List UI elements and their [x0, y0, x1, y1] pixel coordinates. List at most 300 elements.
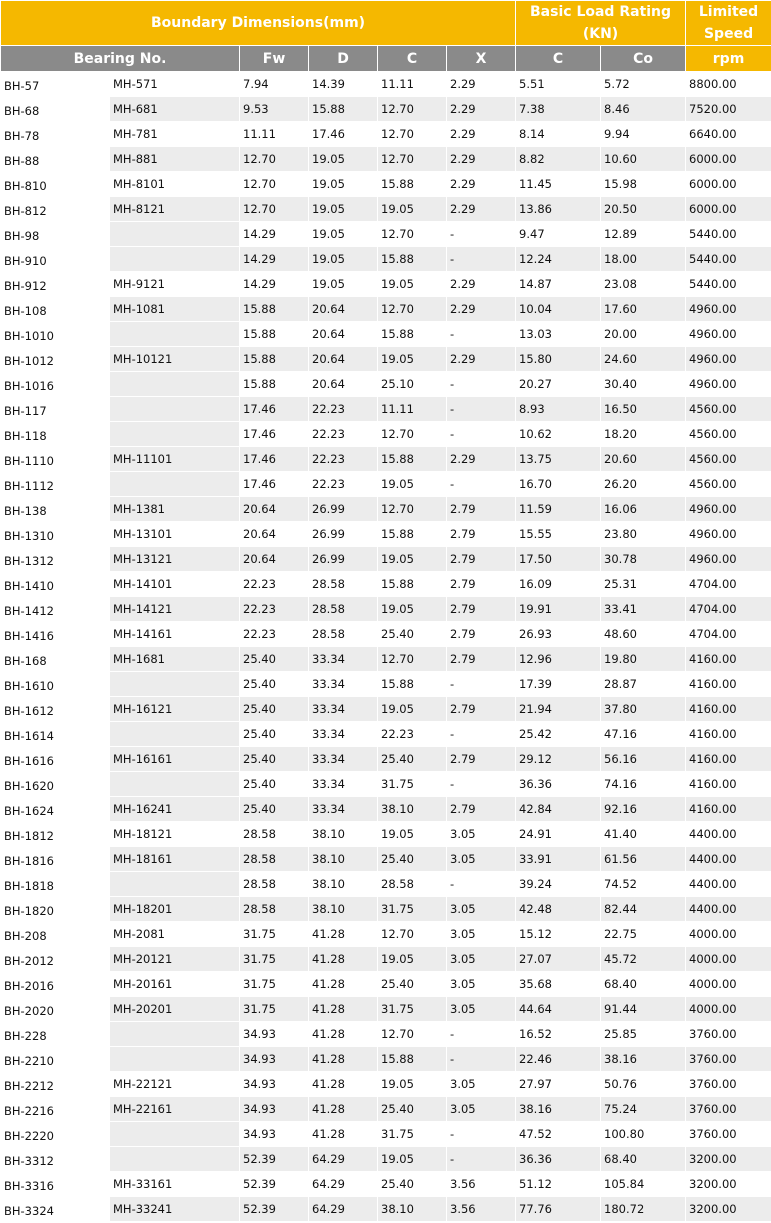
d-cell: 41.28 [309, 947, 378, 972]
x-cell: 3.05 [447, 847, 516, 872]
fw-cell: 25.40 [240, 797, 309, 822]
co-cell: 105.84 [601, 1172, 686, 1197]
table-row [1, 622, 771, 647]
d-cell: 14.39 [309, 72, 378, 97]
rpm-cell: 4704.00 [686, 597, 771, 622]
fw-cell: 34.93 [240, 1047, 309, 1072]
c-cell: 25.40 [378, 622, 447, 647]
x-cell: 3.05 [447, 997, 516, 1022]
fw-cell: 31.75 [240, 947, 309, 972]
c-cell: 15.88 [378, 322, 447, 347]
c-cell: 19.05 [378, 272, 447, 297]
table-row [1, 947, 771, 972]
c-cell: 12.70 [378, 222, 447, 247]
c-cell: 38.10 [378, 797, 447, 822]
bearing-bh-cell: BH-98 [1, 222, 110, 247]
x-cell: 3.05 [447, 897, 516, 922]
rpm-cell: 6000.00 [686, 172, 771, 197]
fw-cell: 34.93 [240, 1097, 309, 1122]
c-cell: 28.58 [378, 872, 447, 897]
co-cell: 74.52 [601, 872, 686, 897]
co-cell: 91.44 [601, 997, 686, 1022]
rpm-cell: 4000.00 [686, 947, 771, 972]
fw-cell: 28.58 [240, 847, 309, 872]
rpm-cell: 7520.00 [686, 97, 771, 122]
d-cell: 22.23 [309, 397, 378, 422]
co-cell: 28.87 [601, 672, 686, 697]
bearing-mh-cell: MH-1381 [110, 497, 240, 522]
fw-cell: 14.29 [240, 222, 309, 247]
x-cell: - [447, 397, 516, 422]
bearing-mh-cell: MH-10121 [110, 347, 240, 372]
fw-cell: 15.88 [240, 372, 309, 397]
bearing-bh-cell: BH-2220 [1, 1122, 110, 1147]
c-load-cell: 25.42 [516, 722, 601, 747]
bearing-bh-cell: BH-1310 [1, 522, 110, 547]
fw-cell: 20.64 [240, 522, 309, 547]
bearing-bh-cell: BH-228 [1, 1022, 110, 1047]
fw-cell: 25.40 [240, 722, 309, 747]
c-cell: 31.75 [378, 1122, 447, 1147]
co-cell: 47.16 [601, 722, 686, 747]
rpm-cell: 4400.00 [686, 822, 771, 847]
fw-cell: 14.29 [240, 247, 309, 272]
c-cell: 25.40 [378, 1097, 447, 1122]
x-cell: 3.56 [447, 1172, 516, 1197]
table-row [1, 672, 771, 697]
table-row [1, 1022, 771, 1047]
d-cell: 22.23 [309, 422, 378, 447]
c-load-cell: 15.12 [516, 922, 601, 947]
bearing-mh-cell: MH-1681 [110, 647, 240, 672]
fw-cell: 11.11 [240, 122, 309, 147]
c-load-cell: 38.16 [516, 1097, 601, 1122]
d-cell: 28.58 [309, 597, 378, 622]
c-cell: 19.05 [378, 197, 447, 222]
d-cell: 19.05 [309, 247, 378, 272]
rpm-cell: 6640.00 [686, 122, 771, 147]
rpm-cell: 4560.00 [686, 422, 771, 447]
header-row-top [1, 1, 771, 46]
bearing-bh-cell: BH-2020 [1, 997, 110, 1022]
c-load-cell: 8.93 [516, 397, 601, 422]
d-cell: 41.28 [309, 972, 378, 997]
rpm-cell: 4160.00 [686, 697, 771, 722]
table-row [1, 697, 771, 722]
co-cell: 15.98 [601, 172, 686, 197]
c-cell: 12.70 [378, 147, 447, 172]
x-cell: 2.79 [447, 522, 516, 547]
bearing-mh-cell [110, 1047, 240, 1072]
c-load-cell: 9.47 [516, 222, 601, 247]
bearing-mh-cell [110, 472, 240, 497]
fw-cell: 28.58 [240, 897, 309, 922]
co-cell: 25.85 [601, 1022, 686, 1047]
bearing-bh-cell: BH-1820 [1, 897, 110, 922]
limited-speed-header: Limited Speed [686, 1, 771, 46]
co-cell: 8.46 [601, 97, 686, 122]
bearing-mh-cell [110, 397, 240, 422]
d-cell: 20.64 [309, 372, 378, 397]
bearing-mh-cell: MH-20121 [110, 947, 240, 972]
bearing-mh-cell: MH-20201 [110, 997, 240, 1022]
table-row [1, 272, 771, 297]
bearing-mh-cell: MH-16241 [110, 797, 240, 822]
bearing-mh-cell [110, 722, 240, 747]
c-cell: 19.05 [378, 947, 447, 972]
c-load-cell: 77.76 [516, 1197, 601, 1222]
d-cell: 20.64 [309, 347, 378, 372]
d-cell: 33.34 [309, 772, 378, 797]
d-cell: 41.28 [309, 1122, 378, 1147]
fw-cell: 20.64 [240, 497, 309, 522]
bearing-bh-cell: BH-208 [1, 922, 110, 947]
rpm-cell: 6000.00 [686, 147, 771, 172]
table-row [1, 1147, 771, 1172]
fw-cell: 25.40 [240, 772, 309, 797]
bearing-mh-cell: MH-22161 [110, 1097, 240, 1122]
x-cell: - [447, 672, 516, 697]
fw-cell: 34.93 [240, 1122, 309, 1147]
c-cell: 31.75 [378, 772, 447, 797]
c-load-cell: 36.36 [516, 772, 601, 797]
fw-cell: 12.70 [240, 197, 309, 222]
x-cell: 2.29 [447, 447, 516, 472]
rpm-cell: 4960.00 [686, 372, 771, 397]
bearing-mh-cell: MH-881 [110, 147, 240, 172]
d-header: D [309, 46, 378, 72]
c-load-cell: 17.39 [516, 672, 601, 697]
bearing-mh-cell [110, 247, 240, 272]
x-cell: 3.05 [447, 822, 516, 847]
fw-cell: 17.46 [240, 472, 309, 497]
bearing-mh-cell: MH-681 [110, 97, 240, 122]
rpm-cell: 4160.00 [686, 797, 771, 822]
co-cell: 16.50 [601, 397, 686, 422]
c-load-cell: 8.14 [516, 122, 601, 147]
c-cell: 12.70 [378, 122, 447, 147]
rpm-cell: 3760.00 [686, 1072, 771, 1097]
fw-cell: 17.46 [240, 422, 309, 447]
x-cell: - [447, 222, 516, 247]
d-cell: 38.10 [309, 847, 378, 872]
bearing-bh-cell: BH-3312 [1, 1147, 110, 1172]
bearing-bh-cell: BH-810 [1, 172, 110, 197]
bearing-bh-cell: BH-2012 [1, 947, 110, 972]
c-load-cell: 7.38 [516, 97, 601, 122]
c-cell: 31.75 [378, 997, 447, 1022]
c-cell: 31.75 [378, 897, 447, 922]
fw-cell: 25.40 [240, 672, 309, 697]
x-cell: 2.79 [447, 797, 516, 822]
rpm-cell: 4960.00 [686, 522, 771, 547]
table-row [1, 472, 771, 497]
c-load-cell: 42.48 [516, 897, 601, 922]
x-cell: 2.79 [447, 697, 516, 722]
rpm-cell: 4400.00 [686, 897, 771, 922]
table-row [1, 497, 771, 522]
rpm-cell: 3200.00 [686, 1147, 771, 1172]
rpm-cell: 3760.00 [686, 1122, 771, 1147]
d-cell: 28.58 [309, 572, 378, 597]
rpm-cell: 5440.00 [686, 247, 771, 272]
x-cell: 2.29 [447, 147, 516, 172]
c-cell: 38.10 [378, 1197, 447, 1222]
table-row [1, 347, 771, 372]
d-cell: 64.29 [309, 1172, 378, 1197]
c-cell: 12.70 [378, 1022, 447, 1047]
c-load-cell: 17.50 [516, 547, 601, 572]
fw-cell: 34.93 [240, 1072, 309, 1097]
co-cell: 56.16 [601, 747, 686, 772]
bearing-bh-cell: BH-1614 [1, 722, 110, 747]
bearing-bh-cell: BH-1616 [1, 747, 110, 772]
c-load-cell: 16.09 [516, 572, 601, 597]
co-cell: 19.80 [601, 647, 686, 672]
co-cell: 100.80 [601, 1122, 686, 1147]
table-row [1, 722, 771, 747]
fw-cell: 52.39 [240, 1147, 309, 1172]
rpm-cell: 3200.00 [686, 1172, 771, 1197]
bearing-bh-cell: BH-3316 [1, 1172, 110, 1197]
x-cell: 3.05 [447, 1097, 516, 1122]
co-cell: 23.80 [601, 522, 686, 547]
x-cell: 2.79 [447, 572, 516, 597]
bearing-mh-cell: MH-2081 [110, 922, 240, 947]
bearing-mh-cell [110, 772, 240, 797]
bearing-bh-cell: BH-2216 [1, 1097, 110, 1122]
d-cell: 41.28 [309, 1097, 378, 1122]
x-cell: 3.05 [447, 972, 516, 997]
bearing-mh-cell [110, 872, 240, 897]
d-cell: 19.05 [309, 272, 378, 297]
d-cell: 28.58 [309, 622, 378, 647]
table-row [1, 847, 771, 872]
co-cell: 45.72 [601, 947, 686, 972]
table-row [1, 147, 771, 172]
rpm-cell: 4960.00 [686, 322, 771, 347]
c-cell: 15.88 [378, 572, 447, 597]
d-cell: 19.05 [309, 222, 378, 247]
fw-cell: 25.40 [240, 747, 309, 772]
c-load-cell: 47.52 [516, 1122, 601, 1147]
c-cell: 19.05 [378, 472, 447, 497]
x-cell: 3.05 [447, 947, 516, 972]
table-row [1, 1097, 771, 1122]
bearing-bh-cell: BH-1412 [1, 597, 110, 622]
bearing-bh-cell: BH-2210 [1, 1047, 110, 1072]
rpm-cell: 3760.00 [686, 1097, 771, 1122]
table-row [1, 122, 771, 147]
c-load-cell: 39.24 [516, 872, 601, 897]
c-load-cell: 21.94 [516, 697, 601, 722]
bearing-mh-cell: MH-1081 [110, 297, 240, 322]
c-cell: 12.70 [378, 97, 447, 122]
table-row [1, 422, 771, 447]
c-cell: 25.40 [378, 1172, 447, 1197]
d-cell: 26.99 [309, 547, 378, 572]
fw-cell: 15.88 [240, 322, 309, 347]
d-cell: 15.88 [309, 97, 378, 122]
rpm-cell: 4960.00 [686, 497, 771, 522]
bearing-bh-cell: BH-1016 [1, 372, 110, 397]
table-row [1, 797, 771, 822]
x-cell: 3.05 [447, 1072, 516, 1097]
bearing-bh-cell: BH-118 [1, 422, 110, 447]
d-cell: 41.28 [309, 1022, 378, 1047]
co-cell: 48.60 [601, 622, 686, 647]
bearing-mh-cell: MH-22121 [110, 1072, 240, 1097]
x-cell: - [447, 322, 516, 347]
d-cell: 26.99 [309, 522, 378, 547]
table-row [1, 72, 771, 97]
fw-cell: 7.94 [240, 72, 309, 97]
x-cell: - [447, 1022, 516, 1047]
rpm-cell: 8800.00 [686, 72, 771, 97]
x-cell: 2.29 [447, 272, 516, 297]
table-row [1, 647, 771, 672]
rpm-cell: 4000.00 [686, 922, 771, 947]
d-cell: 19.05 [309, 197, 378, 222]
d-cell: 41.28 [309, 997, 378, 1022]
bearing-mh-cell: MH-781 [110, 122, 240, 147]
bearing-mh-cell: MH-8121 [110, 197, 240, 222]
rpm-cell: 4160.00 [686, 722, 771, 747]
bearing-bh-cell: BH-812 [1, 197, 110, 222]
c-load-cell: 10.62 [516, 422, 601, 447]
c-load-cell: 13.75 [516, 447, 601, 472]
c-cell: 12.70 [378, 497, 447, 522]
c-load-cell: 27.07 [516, 947, 601, 972]
d-cell: 22.23 [309, 447, 378, 472]
bearing-bh-cell: BH-1410 [1, 572, 110, 597]
d-cell: 33.34 [309, 672, 378, 697]
c-load-cell: 14.87 [516, 272, 601, 297]
co-header: Co [601, 46, 686, 72]
fw-cell: 52.39 [240, 1172, 309, 1197]
bearing-bh-cell: BH-2016 [1, 972, 110, 997]
x-cell: 2.79 [447, 647, 516, 672]
co-cell: 50.76 [601, 1072, 686, 1097]
c-load-cell: 13.03 [516, 322, 601, 347]
table-row [1, 922, 771, 947]
rpm-cell: 5440.00 [686, 272, 771, 297]
x-cell: 2.79 [447, 622, 516, 647]
fw-cell: 14.29 [240, 272, 309, 297]
fw-cell: 12.70 [240, 172, 309, 197]
c-load-cell: 11.45 [516, 172, 601, 197]
c-cell: 15.88 [378, 522, 447, 547]
table-row [1, 972, 771, 997]
c-load-cell: 27.97 [516, 1072, 601, 1097]
co-cell: 18.00 [601, 247, 686, 272]
d-cell: 33.34 [309, 722, 378, 747]
bearing-bh-cell: BH-1610 [1, 672, 110, 697]
fw-header: Fw [240, 46, 309, 72]
c-cell: 12.70 [378, 297, 447, 322]
bearing-mh-cell [110, 1122, 240, 1147]
c-load-cell: 36.36 [516, 1147, 601, 1172]
table-row [1, 747, 771, 772]
co-cell: 12.89 [601, 222, 686, 247]
fw-cell: 20.64 [240, 547, 309, 572]
c-cell: 19.05 [378, 1147, 447, 1172]
fw-cell: 17.46 [240, 397, 309, 422]
table-row [1, 222, 771, 247]
bearing-mh-cell: MH-8101 [110, 172, 240, 197]
x-cell: - [447, 1122, 516, 1147]
table-row [1, 1172, 771, 1197]
bearing-bh-cell: BH-910 [1, 247, 110, 272]
table-row [1, 597, 771, 622]
c-load-cell: 24.91 [516, 822, 601, 847]
c-load-cell: 19.91 [516, 597, 601, 622]
d-cell: 38.10 [309, 872, 378, 897]
co-cell: 180.72 [601, 1197, 686, 1222]
x-cell: 2.29 [447, 97, 516, 122]
c-load-cell: 16.52 [516, 1022, 601, 1047]
c-cell: 15.88 [378, 1047, 447, 1072]
d-cell: 41.28 [309, 922, 378, 947]
co-cell: 25.31 [601, 572, 686, 597]
table-row [1, 872, 771, 897]
rpm-cell: 4000.00 [686, 972, 771, 997]
c-cell: 12.70 [378, 422, 447, 447]
c-cell: 19.05 [378, 822, 447, 847]
c-cell: 19.05 [378, 597, 447, 622]
co-cell: 68.40 [601, 972, 686, 997]
x-cell: 2.79 [447, 497, 516, 522]
bearing-mh-cell: MH-20161 [110, 972, 240, 997]
table-row [1, 197, 771, 222]
x-cell: - [447, 247, 516, 272]
x-cell: - [447, 472, 516, 497]
c-cell: 19.05 [378, 697, 447, 722]
c-cell: 19.05 [378, 347, 447, 372]
bearing-bh-cell: BH-1416 [1, 622, 110, 647]
x-cell: 2.79 [447, 597, 516, 622]
co-cell: 38.16 [601, 1047, 686, 1072]
fw-cell: 34.93 [240, 1022, 309, 1047]
co-cell: 22.75 [601, 922, 686, 947]
d-cell: 19.05 [309, 147, 378, 172]
rpm-cell: 4560.00 [686, 397, 771, 422]
co-cell: 68.40 [601, 1147, 686, 1172]
rpm-cell: 4560.00 [686, 472, 771, 497]
x-cell: - [447, 422, 516, 447]
bearing-mh-cell [110, 322, 240, 347]
rpm-cell: 4560.00 [686, 447, 771, 472]
table-body [1, 72, 771, 1222]
rpm-cell: 4160.00 [686, 747, 771, 772]
bearing-bh-cell: BH-68 [1, 97, 110, 122]
d-cell: 38.10 [309, 897, 378, 922]
rpm-cell: 4704.00 [686, 622, 771, 647]
rpm-cell: 4160.00 [686, 647, 771, 672]
co-cell: 30.78 [601, 547, 686, 572]
c-cell: 15.88 [378, 247, 447, 272]
bearing-mh-cell: MH-13121 [110, 547, 240, 572]
bearing-bh-cell: BH-138 [1, 497, 110, 522]
table-row [1, 772, 771, 797]
x-cell: 2.29 [447, 297, 516, 322]
bearing-mh-cell: MH-18121 [110, 822, 240, 847]
bearing-bh-cell: BH-88 [1, 147, 110, 172]
c-load-cell: 20.27 [516, 372, 601, 397]
co-cell: 75.24 [601, 1097, 686, 1122]
rpm-cell: 3200.00 [686, 1197, 771, 1222]
bearing-bh-cell: BH-1110 [1, 447, 110, 472]
